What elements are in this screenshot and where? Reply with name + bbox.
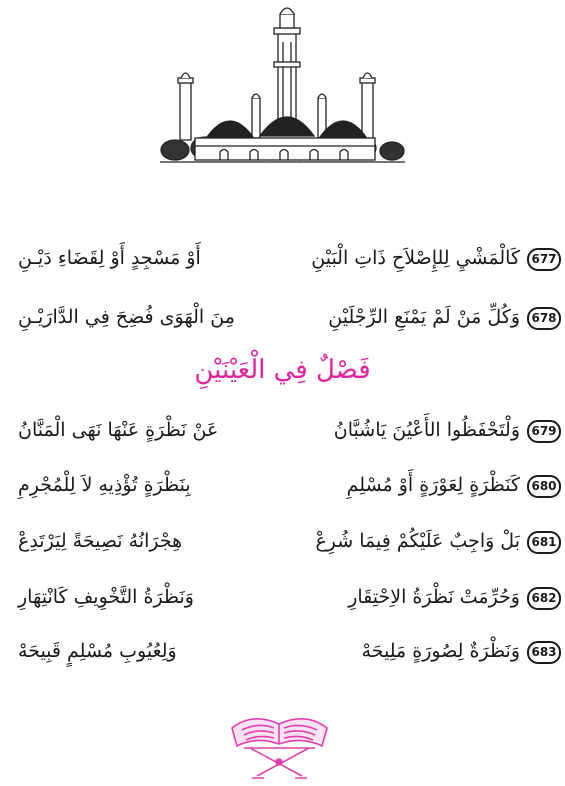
- mosque-illustration: [150, 2, 415, 170]
- verse-number: 681: [527, 531, 561, 554]
- quran-stand-icon: [222, 698, 337, 782]
- verse-number: 677: [527, 248, 561, 271]
- verse-second-hemistich: بِنَظْرَةٍ تُؤْذِيهِ لاَ لِلْمُجْرِمِ: [18, 474, 191, 496]
- verse-row: [0, 523, 565, 563]
- verse-first-hemistich: وَحُرِّمَتْ نَظْرَةُ الاِحْتِقَارِ: [348, 586, 520, 608]
- verse-number: 678: [527, 307, 561, 330]
- verse-row: [0, 240, 565, 280]
- verse-number: 682: [527, 587, 561, 610]
- verse-second-hemistich: هِجْرَانُهُ نَصِيحَةً لِيَرْتَدِعْ: [18, 530, 183, 552]
- verse-number: 683: [527, 641, 561, 664]
- verse-first-hemistich: وَنَظْرَةٌ لِصُورَةٍ مَلِيحَهْ: [361, 640, 520, 662]
- verse-row: [0, 579, 565, 619]
- verse-second-hemistich: وَنَظْرَةُ التَّخْوِيفِ كَانْتِهَارِ: [18, 586, 194, 608]
- verse-first-hemistich: وَكُلِّ مَنْ لَمْ يَمْنَعِ الرِّجْلَيْنِ: [328, 306, 520, 328]
- verse-row: [0, 299, 565, 339]
- section-heading: فَصْلٌ فِي الْعَيْنَيْنِ: [194, 355, 371, 385]
- verse-second-hemistich: عَنْ نَظْرَةٍ عَنْهَا نَهَى الْمَنَّانُ: [18, 419, 219, 441]
- verse-second-hemistich: وَلِعُيُوبِ مُسْلِمٍ قَبِيحَهْ: [18, 640, 177, 662]
- verse-row: [0, 633, 565, 673]
- verse-first-hemistich: كَالْمَشْيِ لِلإِصْلاَحِ ذَاتِ الْبَيْنِ: [311, 247, 520, 269]
- verse-row: [0, 412, 565, 452]
- verse-second-hemistich: أَوْ مَسْجِدٍ أَوْ لِقَضَاءِ دَيْـنِ: [18, 247, 201, 269]
- verse-number: 680: [527, 475, 561, 498]
- verse-second-hemistich: مِنَ الْهَوَى فُضِحَ فِي الدَّارَيْـنِ: [18, 306, 235, 328]
- verse-row: [0, 467, 565, 507]
- verse-first-hemistich: بَلْ وَاجِبٌ عَلَيْكُمْ فِيمَا شُرِعْ: [315, 530, 520, 552]
- verse-number: 679: [527, 420, 561, 443]
- verse-first-hemistich: كَنَظْرَةٍ لِعَوْرَةٍ أَوْ مُسْلِمِ: [346, 474, 520, 496]
- verse-first-hemistich: وَلْتَحْفَظُوا الأَعْيُنَ يَاشُبَّانُ: [333, 419, 520, 441]
